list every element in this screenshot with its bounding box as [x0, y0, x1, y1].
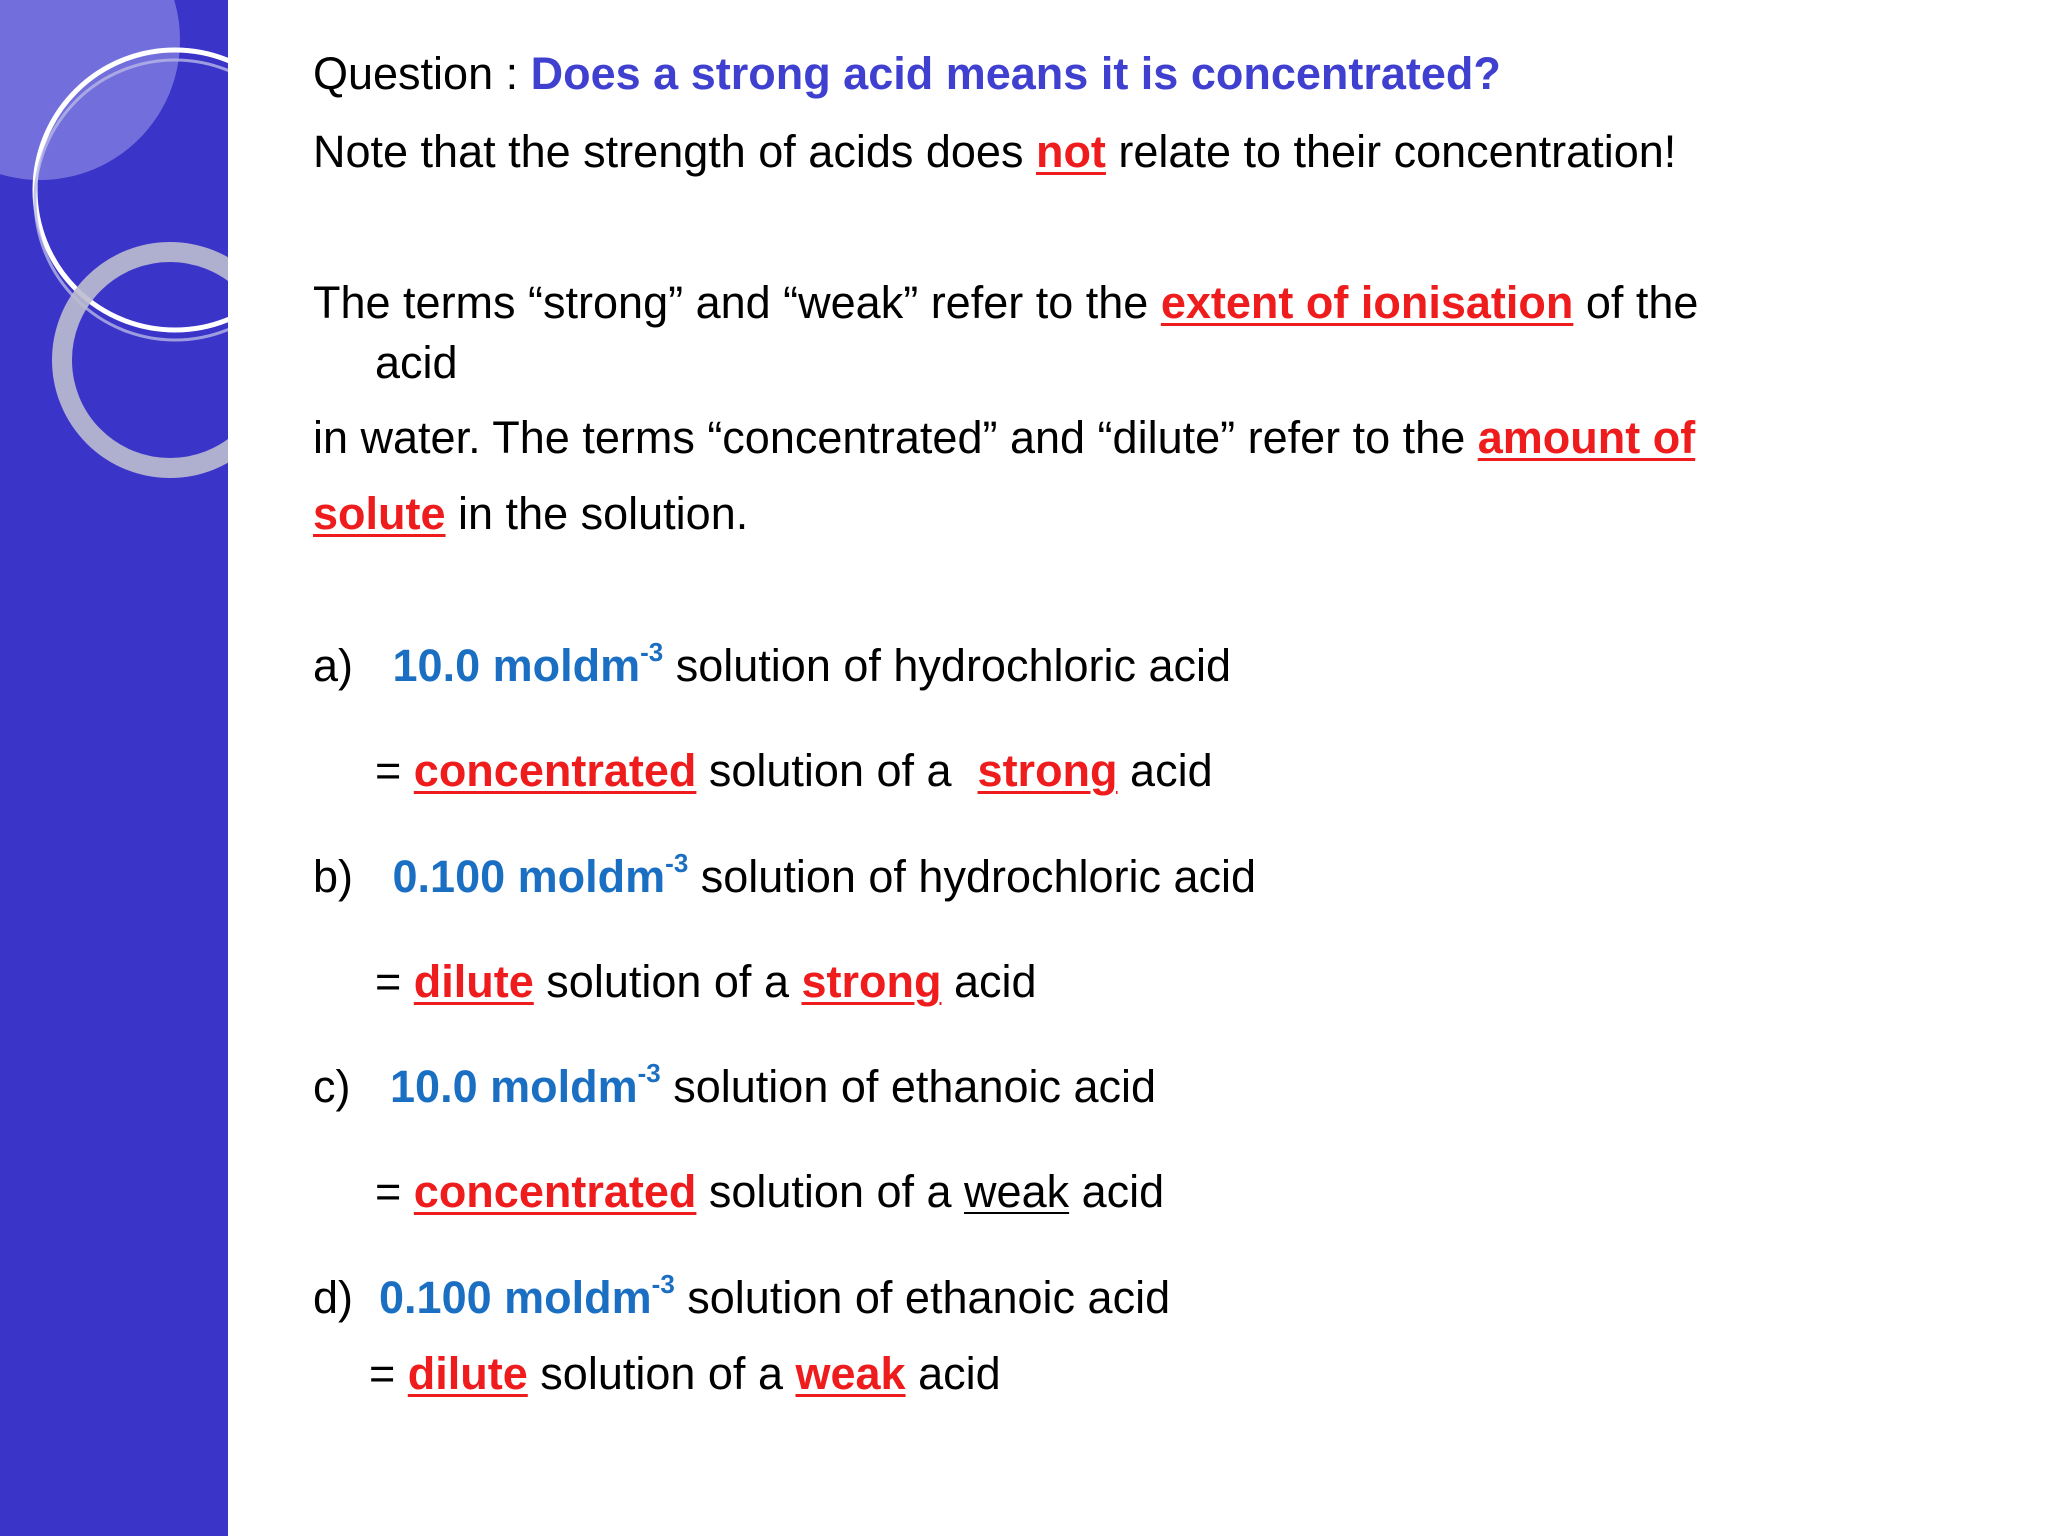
item-tail-text: acid — [1117, 745, 1213, 796]
terms-line-2 — [375, 335, 458, 391]
note-highlight: not — [1035, 126, 1106, 177]
item-tail-text: acid — [905, 1348, 1001, 1399]
item-tail-text: acid — [1069, 1166, 1165, 1217]
item-substance: solution of ethanoic acid — [660, 1061, 1157, 1112]
equals-sign: = — [375, 745, 414, 796]
item-mid-text: solution of a — [696, 745, 965, 796]
question-prefix: Question : — [313, 48, 531, 99]
terms-line1-after: of the — [1573, 277, 1699, 328]
note-before: Note that the strength of acids does — [313, 126, 1036, 177]
item-mid-text: solution of a — [696, 1166, 965, 1217]
list-item-b — [313, 849, 1256, 905]
item-concentration: 10.0 moldm$^{-3}$ — [390, 1058, 661, 1112]
item-substance: solution of ethanoic acid — [674, 1272, 1171, 1323]
item-strength-term: strong — [801, 956, 942, 1007]
item-mid-text: solution of a — [533, 956, 802, 1007]
terms-line1-before: The terms “strong” and “weak” refer to the — [313, 277, 1161, 328]
equals-sign: = — [369, 1348, 408, 1399]
item-substance: solution of hydrochloric acid — [663, 640, 1232, 691]
item-conc-term: dilute — [407, 1348, 528, 1399]
note-line — [313, 124, 1676, 180]
question-line — [313, 46, 1501, 102]
terms-line-4 — [313, 486, 748, 542]
terms-line4-after: in the solution. — [445, 488, 749, 539]
terms-line-3 — [313, 410, 1695, 466]
list-item-b-result — [375, 954, 1037, 1010]
list-item-d-result — [369, 1346, 1001, 1402]
item-conc-term: concentrated — [413, 1166, 697, 1217]
item-concentration: 0.100 moldm$^{-3}$ — [392, 848, 689, 902]
item-conc-term: concentrated — [413, 745, 697, 796]
list-item-a — [313, 638, 1231, 694]
list-item-a-result — [375, 743, 1213, 799]
terms-line4-highlight: solute — [313, 488, 446, 539]
item-tail-text: acid — [941, 956, 1037, 1007]
equals-sign: = — [375, 1166, 414, 1217]
decorative-sidebar — [0, 0, 228, 1536]
terms-line3-highlight: amount of — [1477, 412, 1696, 463]
decorative-circles — [0, 0, 228, 1536]
terms-line-1 — [313, 275, 1698, 331]
item-letter: c) — [313, 1061, 351, 1112]
item-mid-text: solution of a — [527, 1348, 796, 1399]
question-text: Does a strong acid means it is concentrated? — [530, 48, 1501, 99]
item-concentration: 0.100 moldm$^{-3}$ — [379, 1269, 675, 1323]
list-item-d — [313, 1270, 1170, 1326]
terms-line3-before: in water. The terms “concentrated” and “dilute” refer to the — [313, 412, 1478, 463]
item-conc-term: dilute — [413, 956, 534, 1007]
item-letter: a) — [313, 640, 354, 691]
equals-sign: = — [375, 956, 414, 1007]
list-item-c-result — [375, 1164, 1164, 1220]
decorative-ring-thick — [62, 252, 228, 468]
terms-line2: acid — [375, 337, 458, 388]
item-strength-term: strong — [977, 745, 1118, 796]
item-substance: solution of hydrochloric acid — [688, 851, 1257, 902]
item-letter: b) — [313, 851, 354, 902]
list-item-c — [313, 1059, 1156, 1115]
slide-content — [313, 0, 2013, 1536]
item-strength-term: weak — [795, 1348, 906, 1399]
terms-line1-highlight: extent of ionisation — [1160, 277, 1574, 328]
item-letter: d) — [313, 1272, 354, 1323]
note-after: relate to their concentration! — [1105, 126, 1677, 177]
item-strength-term: weak — [964, 1166, 1070, 1217]
item-concentration: 10.0 moldm$^{-3}$ — [392, 637, 664, 691]
